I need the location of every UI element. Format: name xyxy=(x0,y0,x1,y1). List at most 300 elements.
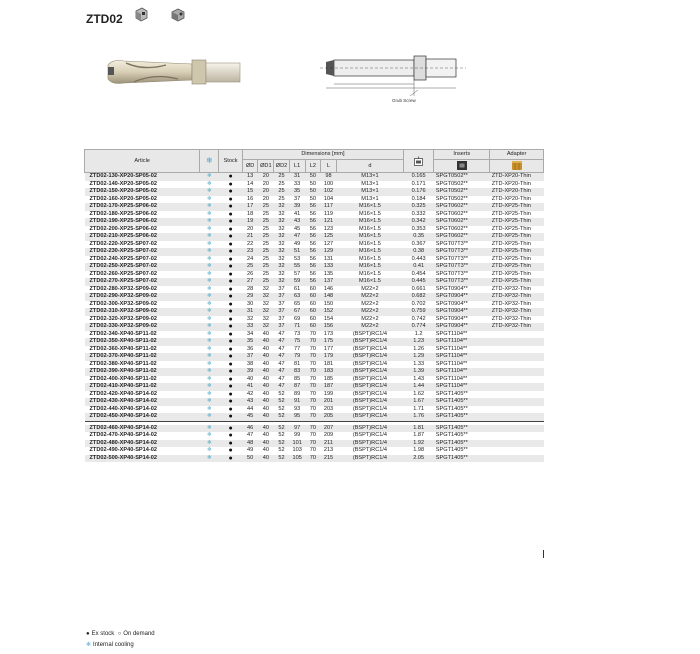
cell-od1: 25 xyxy=(258,263,274,271)
table-row xyxy=(85,203,544,211)
cell-insert: SPGT0904** xyxy=(434,323,490,331)
cell-od1: 40 xyxy=(258,455,274,463)
col-l2: L2 xyxy=(305,160,321,173)
snowflake-icon: ❄ xyxy=(200,286,219,294)
cell-od: 48 xyxy=(242,440,258,448)
snowflake-icon: ❄ xyxy=(200,226,219,234)
ex-stock-icon: ● xyxy=(219,308,243,316)
cell-adapter: ZTD-XP25-Thin xyxy=(490,211,544,219)
cell-od: 43 xyxy=(242,398,258,406)
cell-od: 21 xyxy=(242,233,258,241)
cell-d: (BSPT)RC1/4 xyxy=(336,413,403,421)
cell-w: 1.29 xyxy=(404,353,434,361)
cell-adapter: ZTD-XP25-Thin xyxy=(490,263,544,271)
cell-l1: 77 xyxy=(289,346,305,354)
cell-d: M16×1.5 xyxy=(336,248,403,256)
table-row xyxy=(85,368,544,376)
ex-stock-icon: ● xyxy=(219,293,243,301)
cell-l: 203 xyxy=(321,406,337,414)
cell-l: 148 xyxy=(321,293,337,301)
cell-w: 1.43 xyxy=(404,376,434,384)
cell-article: ZTD02-420-XP40-SP14-02 xyxy=(85,391,200,399)
drill-technical-drawing xyxy=(320,50,470,106)
cell-l1: 37 xyxy=(289,196,305,204)
cell-w: 0.454 xyxy=(404,271,434,279)
cell-d: M16×1.5 xyxy=(336,256,403,264)
cell-adapter: ZTD-XP32-Thin xyxy=(490,286,544,294)
cell-l1: 39 xyxy=(289,203,305,211)
cell-insert: SPGT1405** xyxy=(434,413,490,421)
cell-article: ZTD02-470-XP40-SP14-02 xyxy=(85,432,200,440)
cell-article: ZTD02-500-XP40-SP14-02 xyxy=(85,455,200,463)
cell-l: 187 xyxy=(321,383,337,391)
cell-l1: 47 xyxy=(289,233,305,241)
cell-d: M13×1 xyxy=(336,188,403,196)
cell-adapter: ZTD-XP25-Thin xyxy=(490,233,544,241)
cell-od1: 25 xyxy=(258,271,274,279)
col-od: ØD xyxy=(242,160,258,173)
cell-article: ZTD02-350-XP40-SP11-02 xyxy=(85,338,200,346)
cell-l2: 70 xyxy=(305,361,321,369)
cell-w: 1.2 xyxy=(404,331,434,339)
table-row xyxy=(85,323,544,331)
cell-od1: 40 xyxy=(258,361,274,369)
cell-l2: 50 xyxy=(305,181,321,189)
cell-adapter xyxy=(490,376,544,384)
cell-article: ZTD02-390-XP40-SP11-02 xyxy=(85,368,200,376)
cell-insert: SPGT07T3** xyxy=(434,256,490,264)
ex-stock-icon: ● xyxy=(219,218,243,226)
cell-insert: SPGT1104** xyxy=(434,338,490,346)
cell-w: 0.759 xyxy=(404,308,434,316)
cell-d: (BSPT)RC1/4 xyxy=(336,368,403,376)
ex-stock-icon: ● xyxy=(219,181,243,189)
cell-article: ZTD02-150-XP20-SP05-02 xyxy=(85,188,200,196)
cell-d: (BSPT)RC1/4 xyxy=(336,361,403,369)
cell-w: 0.325 xyxy=(404,203,434,211)
cell-adapter xyxy=(490,368,544,376)
ex-stock-icon: ● xyxy=(219,331,243,339)
page-title: ZTD02 xyxy=(86,12,123,26)
cell-od2: 52 xyxy=(274,440,290,448)
snowflake-icon: ❄ xyxy=(200,308,219,316)
cell-l2: 60 xyxy=(305,293,321,301)
cell-adapter xyxy=(490,353,544,361)
cell-od2: 32 xyxy=(274,218,290,226)
cell-article: ZTD02-290-XP32-SP09-02 xyxy=(85,293,200,301)
cell-d: (BSPT)RC1/4 xyxy=(336,383,403,391)
cell-od2: 47 xyxy=(274,331,290,339)
ex-stock-icon: ● xyxy=(219,447,243,455)
ex-stock-icon: ● xyxy=(219,376,243,384)
cell-l: 213 xyxy=(321,447,337,455)
cell-insert: SPGT0602** xyxy=(434,203,490,211)
cell-d: M22×2 xyxy=(336,301,403,309)
cell-l: 127 xyxy=(321,241,337,249)
cell-l1: 75 xyxy=(289,338,305,346)
cell-insert: SPGT1405** xyxy=(434,447,490,455)
cell-d: (BSPT)RC1/4 xyxy=(336,455,403,463)
cell-l1: 93 xyxy=(289,406,305,414)
ex-stock-icon: ● xyxy=(219,173,243,181)
table-body xyxy=(85,173,544,463)
cell-l2: 56 xyxy=(305,256,321,264)
cell-insert: SPGT1104** xyxy=(434,376,490,384)
cell-l2: 60 xyxy=(305,301,321,309)
cell-od1: 32 xyxy=(258,286,274,294)
cell-l1: 41 xyxy=(289,211,305,219)
cell-w: 2.05 xyxy=(404,455,434,463)
cell-l1: 59 xyxy=(289,278,305,286)
ex-stock-icon: ● xyxy=(219,226,243,234)
cell-od1: 40 xyxy=(258,338,274,346)
cell-od2: 52 xyxy=(274,425,290,433)
cell-adapter xyxy=(490,346,544,354)
cell-w: 0.774 xyxy=(404,323,434,331)
cell-insert: SPGT07T3** xyxy=(434,263,490,271)
ex-stock-icon: ● xyxy=(219,353,243,361)
snowflake-icon: ❄ xyxy=(200,425,219,433)
cell-od2: 25 xyxy=(274,196,290,204)
drill-product-photo-icon xyxy=(104,55,244,89)
cell-d: M22×2 xyxy=(336,293,403,301)
cell-l1: 55 xyxy=(289,263,305,271)
table-row xyxy=(85,331,544,339)
cell-l: 123 xyxy=(321,226,337,234)
cell-article: ZTD02-240-XP25-SP07-02 xyxy=(85,256,200,264)
cell-od1: 40 xyxy=(258,406,274,414)
cell-od2: 37 xyxy=(274,301,290,309)
col-l1: L1 xyxy=(289,160,305,173)
cell-l2: 56 xyxy=(305,233,321,241)
cell-w: 0.682 xyxy=(404,293,434,301)
cell-l2: 70 xyxy=(305,406,321,414)
cell-od1: 25 xyxy=(258,203,274,211)
cell-od: 44 xyxy=(242,406,258,414)
col-weight xyxy=(404,150,434,173)
insert-pair-icon xyxy=(170,6,186,22)
cell-l: 135 xyxy=(321,271,337,279)
col-article: Article xyxy=(85,150,200,173)
cell-adapter xyxy=(490,383,544,391)
cell-od: 15 xyxy=(242,188,258,196)
cell-od2: 52 xyxy=(274,398,290,406)
snowflake-icon: ❄ xyxy=(200,398,219,406)
cell-d: M16×1.5 xyxy=(336,226,403,234)
cell-insert: SPGT1405** xyxy=(434,455,490,463)
cell-l1: 51 xyxy=(289,248,305,256)
cell-l1: 61 xyxy=(289,286,305,294)
cell-od1: 32 xyxy=(258,308,274,316)
cell-l: 102 xyxy=(321,188,337,196)
col-stock: Stock xyxy=(219,150,243,173)
ex-stock-icon: ● xyxy=(219,256,243,264)
cell-l: 137 xyxy=(321,278,337,286)
ex-stock-icon: ● xyxy=(219,286,243,294)
cell-od2: 25 xyxy=(274,173,290,181)
cell-od: 23 xyxy=(242,248,258,256)
cell-od: 31 xyxy=(242,308,258,316)
table-row xyxy=(85,301,544,309)
snowflake-icon: ❄ xyxy=(200,346,219,354)
snowflake-icon: ❄ xyxy=(200,323,219,331)
cell-od2: 32 xyxy=(274,226,290,234)
ex-stock-icon: ● xyxy=(219,323,243,331)
cell-l: 205 xyxy=(321,413,337,421)
cell-l1: 45 xyxy=(289,226,305,234)
table-row xyxy=(85,278,544,286)
cell-adapter: ZTD-XP25-Thin xyxy=(490,218,544,226)
cell-insert: SPGT0602** xyxy=(434,233,490,241)
cell-w: 1.39 xyxy=(404,368,434,376)
cell-l: 150 xyxy=(321,301,337,309)
cell-l2: 70 xyxy=(305,353,321,361)
cell-od1: 40 xyxy=(258,331,274,339)
cell-l: 181 xyxy=(321,361,337,369)
cell-l2: 70 xyxy=(305,338,321,346)
cell-article: ZTD02-250-XP25-SP07-02 xyxy=(85,263,200,271)
cell-w: 0.35 xyxy=(404,233,434,241)
cell-l1: 31 xyxy=(289,173,305,181)
cell-l2: 70 xyxy=(305,413,321,421)
cell-od: 16 xyxy=(242,196,258,204)
table-row xyxy=(85,338,544,346)
cell-l1: 57 xyxy=(289,271,305,279)
cell-od: 30 xyxy=(242,301,258,309)
cell-od2: 32 xyxy=(274,263,290,271)
ex-stock-icon: ● xyxy=(219,413,243,421)
table-row xyxy=(85,406,544,414)
cell-w: 1.62 xyxy=(404,391,434,399)
cell-od1: 25 xyxy=(258,241,274,249)
cell-od2: 52 xyxy=(274,406,290,414)
cell-w: 0.165 xyxy=(404,173,434,181)
cell-od1: 20 xyxy=(258,196,274,204)
legend-ex-stock: Ex stock xyxy=(91,631,115,637)
cell-l1: 43 xyxy=(289,218,305,226)
cell-od1: 40 xyxy=(258,346,274,354)
cell-od: 32 xyxy=(242,316,258,324)
cell-od2: 32 xyxy=(274,278,290,286)
table-row xyxy=(85,271,544,279)
ex-stock-icon: ● xyxy=(219,211,243,219)
grub-screw-callout: Grub Screw xyxy=(392,98,416,103)
cell-article: ZTD02-170-XP25-SP06-02 xyxy=(85,203,200,211)
cell-adapter: ZTD-XP32-Thin xyxy=(490,316,544,324)
cell-od: 45 xyxy=(242,413,258,421)
cell-d: M13×1 xyxy=(336,181,403,189)
cell-d: (BSPT)RC1/4 xyxy=(336,440,403,448)
cell-insert: SPGT0502** xyxy=(434,173,490,181)
insert-image xyxy=(434,160,490,173)
cell-adapter xyxy=(490,455,544,463)
cell-adapter: ZTD-XP25-Thin xyxy=(490,271,544,279)
cell-l: 146 xyxy=(321,286,337,294)
cell-l2: 70 xyxy=(305,447,321,455)
cell-w: 1.44 xyxy=(404,383,434,391)
table-row xyxy=(85,293,544,301)
cell-od: 49 xyxy=(242,447,258,455)
cell-l2: 70 xyxy=(305,432,321,440)
cell-od2: 37 xyxy=(274,323,290,331)
cell-l: 129 xyxy=(321,248,337,256)
cell-od: 18 xyxy=(242,211,258,219)
cell-d: M22×2 xyxy=(336,316,403,324)
snowflake-icon: ❄ xyxy=(200,368,219,376)
snowflake-icon: ❄ xyxy=(200,440,219,448)
cell-l1: 81 xyxy=(289,361,305,369)
cell-od2: 25 xyxy=(274,188,290,196)
table-row xyxy=(85,226,544,234)
col-od1: ØD1 xyxy=(258,160,274,173)
cell-insert: SPGT0904** xyxy=(434,316,490,324)
cell-article: ZTD02-180-XP25-SP06-02 xyxy=(85,211,200,219)
cell-l: 125 xyxy=(321,233,337,241)
cell-od1: 40 xyxy=(258,376,274,384)
cell-insert: SPGT1405** xyxy=(434,406,490,414)
cell-adapter xyxy=(490,440,544,448)
cell-od2: 52 xyxy=(274,447,290,455)
cell-od1: 25 xyxy=(258,248,274,256)
cell-od2: 32 xyxy=(274,211,290,219)
cell-od2: 52 xyxy=(274,432,290,440)
table-row xyxy=(85,218,544,226)
cell-l2: 60 xyxy=(305,286,321,294)
cell-adapter: ZTD-XP20-Thin xyxy=(490,181,544,189)
cell-l: 211 xyxy=(321,440,337,448)
cell-d: M16×1.5 xyxy=(336,233,403,241)
cell-w: 1.67 xyxy=(404,398,434,406)
cell-w: 1.23 xyxy=(404,338,434,346)
cell-w: 1.81 xyxy=(404,425,434,433)
cell-l1: 65 xyxy=(289,301,305,309)
cell-l1: 97 xyxy=(289,425,305,433)
cell-od: 17 xyxy=(242,203,258,211)
cell-od1: 25 xyxy=(258,226,274,234)
cell-article: ZTD02-230-XP25-SP07-02 xyxy=(85,248,200,256)
cell-od2: 47 xyxy=(274,346,290,354)
cell-w: 0.41 xyxy=(404,263,434,271)
cell-d: (BSPT)RC1/4 xyxy=(336,398,403,406)
cell-od1: 20 xyxy=(258,173,274,181)
snowflake-icon: ❄ xyxy=(200,383,219,391)
snowflake-icon: ❄ xyxy=(200,263,219,271)
cell-l2: 70 xyxy=(305,383,321,391)
cell-l2: 70 xyxy=(305,391,321,399)
cell-w: 0.38 xyxy=(404,248,434,256)
snowflake-icon: ❄ xyxy=(200,248,219,256)
cell-od2: 47 xyxy=(274,368,290,376)
cell-adapter xyxy=(490,432,544,440)
table-row xyxy=(85,256,544,264)
cell-insert: SPGT07T3** xyxy=(434,248,490,256)
table-row xyxy=(85,181,544,189)
cell-od2: 47 xyxy=(274,361,290,369)
cell-d: M16×1.5 xyxy=(336,211,403,219)
cell-od2: 52 xyxy=(274,455,290,463)
cell-w: 0.443 xyxy=(404,256,434,264)
table-row xyxy=(85,425,544,433)
cell-l1: 101 xyxy=(289,440,305,448)
cell-l: 98 xyxy=(321,173,337,181)
cell-adapter: ZTD-XP25-Thin xyxy=(490,256,544,264)
snowflake-icon: ❄ xyxy=(200,406,219,414)
cell-article: ZTD02-410-XP40-SP11-02 xyxy=(85,383,200,391)
cell-w: 0.367 xyxy=(404,241,434,249)
cell-insert: SPGT0502** xyxy=(434,181,490,189)
cell-d: (BSPT)RC1/4 xyxy=(336,406,403,414)
insert-cube-icon xyxy=(133,6,149,22)
cell-d: (BSPT)RC1/4 xyxy=(336,331,403,339)
cell-article: ZTD02-340-XP40-SP11-02 xyxy=(85,331,200,339)
cell-insert: SPGT1104** xyxy=(434,346,490,354)
cell-od2: 32 xyxy=(274,241,290,249)
cell-l2: 50 xyxy=(305,196,321,204)
cell-adapter xyxy=(490,391,544,399)
table-row xyxy=(85,211,544,219)
cell-od: 28 xyxy=(242,286,258,294)
cell-w: 0.353 xyxy=(404,226,434,234)
cell-w: 0.445 xyxy=(404,278,434,286)
ex-stock-icon: ● xyxy=(219,432,243,440)
cell-adapter: ZTD-XP25-Thin xyxy=(490,248,544,256)
cell-od: 36 xyxy=(242,346,258,354)
cell-adapter xyxy=(490,406,544,414)
cell-adapter: ZTD-XP25-Thin xyxy=(490,278,544,286)
cell-l: 119 xyxy=(321,211,337,219)
table-row xyxy=(85,188,544,196)
cell-od1: 40 xyxy=(258,425,274,433)
cell-article: ZTD02-300-XP32-SP09-02 xyxy=(85,301,200,309)
cell-w: 0.184 xyxy=(404,196,434,204)
cell-insert: SPGT1104** xyxy=(434,361,490,369)
cell-l2: 50 xyxy=(305,188,321,196)
cell-od: 19 xyxy=(242,218,258,226)
cell-adapter xyxy=(490,398,544,406)
snowflake-icon: ❄ xyxy=(200,173,219,181)
cell-l1: 79 xyxy=(289,353,305,361)
ex-stock-icon: ● xyxy=(219,233,243,241)
cell-insert: SPGT1104** xyxy=(434,383,490,391)
ex-stock-icon: ● xyxy=(219,406,243,414)
cell-l2: 60 xyxy=(305,323,321,331)
cell-l: 201 xyxy=(321,398,337,406)
cell-l1: 105 xyxy=(289,455,305,463)
snowflake-icon: ❄ xyxy=(200,447,219,455)
snowflake-icon: ❄ xyxy=(200,301,219,309)
cell-od: 35 xyxy=(242,338,258,346)
table-row xyxy=(85,286,544,294)
cell-od2: 32 xyxy=(274,256,290,264)
ex-stock-icon: ● xyxy=(219,391,243,399)
cell-l: 183 xyxy=(321,368,337,376)
cell-od2: 52 xyxy=(274,391,290,399)
cell-insert: SPGT0502** xyxy=(434,188,490,196)
cell-od: 33 xyxy=(242,323,258,331)
cell-l: 199 xyxy=(321,391,337,399)
weight-scale-icon xyxy=(414,156,423,166)
col-inserts: Inserts xyxy=(434,150,490,160)
ex-stock-icon: ● xyxy=(219,398,243,406)
cell-d: (BSPT)RC1/4 xyxy=(336,391,403,399)
cell-w: 0.342 xyxy=(404,218,434,226)
table-row xyxy=(85,316,544,324)
cell-d: M16×1.5 xyxy=(336,203,403,211)
snowflake-icon: ❄ xyxy=(200,376,219,384)
cell-od2: 37 xyxy=(274,308,290,316)
specification-table xyxy=(84,149,544,462)
cell-l2: 60 xyxy=(305,308,321,316)
